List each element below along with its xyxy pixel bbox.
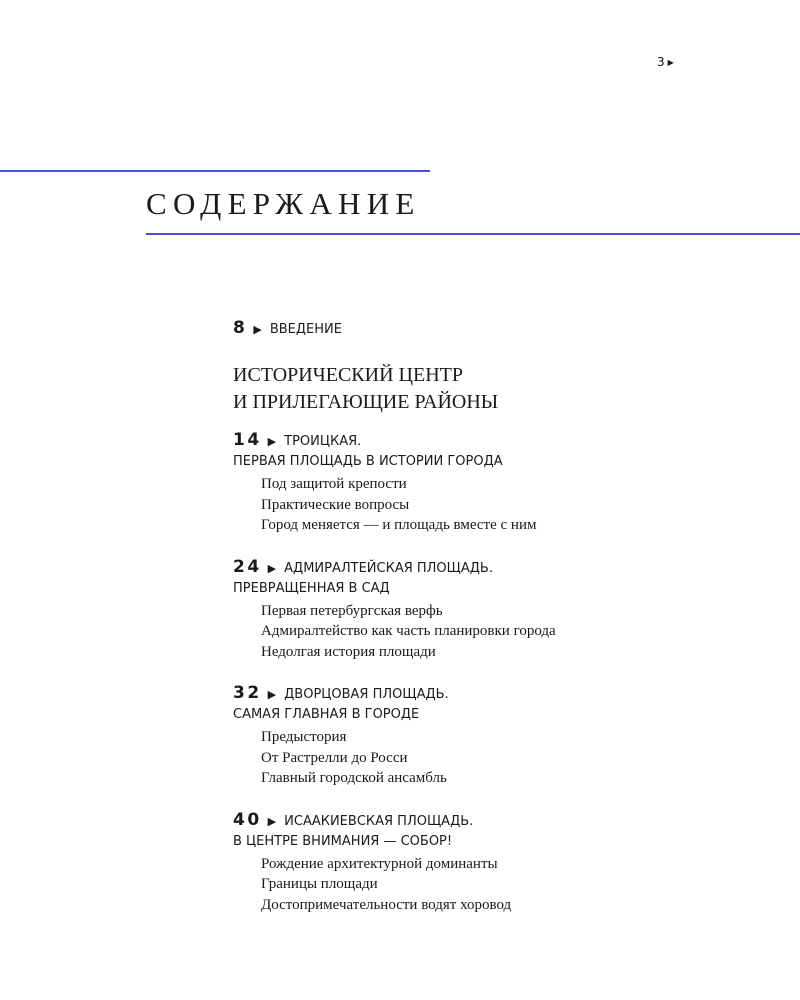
toc-entry-subtitle: САМАЯ ГЛАВНАЯ В ГОРОДЕ (233, 707, 420, 722)
toc-entry-page: 24 (233, 556, 262, 577)
play-arrow-icon: ▶ (267, 814, 277, 828)
toc-entry-page: 40 (233, 809, 262, 830)
section-title-line: ИСТОРИЧЕСКИЙ ЦЕНТР (233, 364, 463, 386)
toc-topic-list (261, 474, 793, 536)
toc-topic[interactable]: Практические вопросы (261, 496, 410, 513)
toc-entry-title: ТРОИЦКАЯ. (284, 434, 362, 449)
page-number-value: 3 (657, 55, 665, 69)
toc-entry-subtitle: В ЦЕНТРЕ ВНИМАНИЯ — СОБОР! (233, 833, 453, 849)
play-arrow-icon: ▶ (267, 561, 277, 575)
toc-topic-list (261, 601, 793, 663)
play-arrow-icon: ▶ (253, 323, 262, 336)
heading-top-rule (0, 170, 430, 172)
play-arrow-icon: ▶ (267, 688, 277, 701)
toc-topic[interactable]: Достопримечательности водят хоровод (261, 896, 512, 913)
toc-chapter-heading[interactable] (233, 557, 793, 579)
page-number (657, 55, 674, 69)
toc-topic[interactable]: От Растрелли до Росси (261, 749, 408, 766)
toc-chapter-heading[interactable] (233, 810, 793, 832)
toc-topic[interactable]: Главный городской ансамбль (261, 770, 447, 786)
toc-topic[interactable]: Рождение архитектурной доминанты (261, 855, 498, 872)
toc-topic[interactable]: Первая петербургская верфь (261, 602, 443, 619)
toc-entry-subtitle: ПЕРВАЯ ПЛОЩАДЬ В ИСТОРИИ ГОРОДА (233, 454, 503, 469)
toc-topic[interactable]: Предыстория (261, 729, 347, 745)
play-arrow-icon: ▶ (267, 435, 277, 448)
toc-entry-intro[interactable] (233, 318, 793, 340)
toc-topic[interactable]: Недолгая история площади (261, 643, 436, 660)
section-title-line: И ПРИЛЕГАЮЩИЕ РАЙОНЫ (233, 391, 499, 413)
toc-topic-list (261, 854, 793, 916)
toc-entry-page: 8 (233, 318, 248, 338)
toc-entry-title: ВВЕДЕНИЕ (269, 322, 342, 337)
toc-entry-title: ДВОРЦОВАЯ ПЛОЩАДЬ. (284, 687, 449, 702)
toc-entry-title: АДМИРАЛТЕЙСКАЯ ПЛОЩАДЬ. (284, 560, 493, 576)
table-of-contents (233, 318, 793, 915)
toc-entry-page: 32 (233, 683, 262, 703)
toc-chapter-heading[interactable] (233, 683, 793, 705)
toc-topic[interactable]: Границы площади (261, 876, 378, 892)
toc-section-title (233, 362, 793, 416)
page-title: СОДЕРЖАНИЕ (146, 186, 421, 221)
toc-chapter-24 (233, 557, 793, 663)
toc-topic[interactable]: Адмиралтейство как часть планировки города (261, 623, 556, 639)
toc-chapter-heading[interactable] (233, 430, 793, 452)
toc-chapter-32 (233, 683, 793, 789)
toc-topic-list (261, 727, 793, 789)
toc-chapter-40 (233, 810, 793, 916)
toc-topic[interactable]: Под защитой крепости (261, 476, 407, 492)
toc-entry-page: 14 (233, 430, 262, 450)
toc-chapter-14 (233, 430, 793, 536)
page-number-arrow-icon: ▶ (667, 58, 674, 67)
toc-entry-subtitle: ПРЕВРАЩЕННАЯ В САД (233, 580, 390, 596)
toc-entry-title: ИСААКИЕВСКАЯ ПЛОЩАДЬ. (284, 813, 474, 829)
heading-bottom-rule (146, 233, 800, 235)
toc-topic[interactable]: Город меняется — и площадь вместе с ним (261, 517, 537, 533)
